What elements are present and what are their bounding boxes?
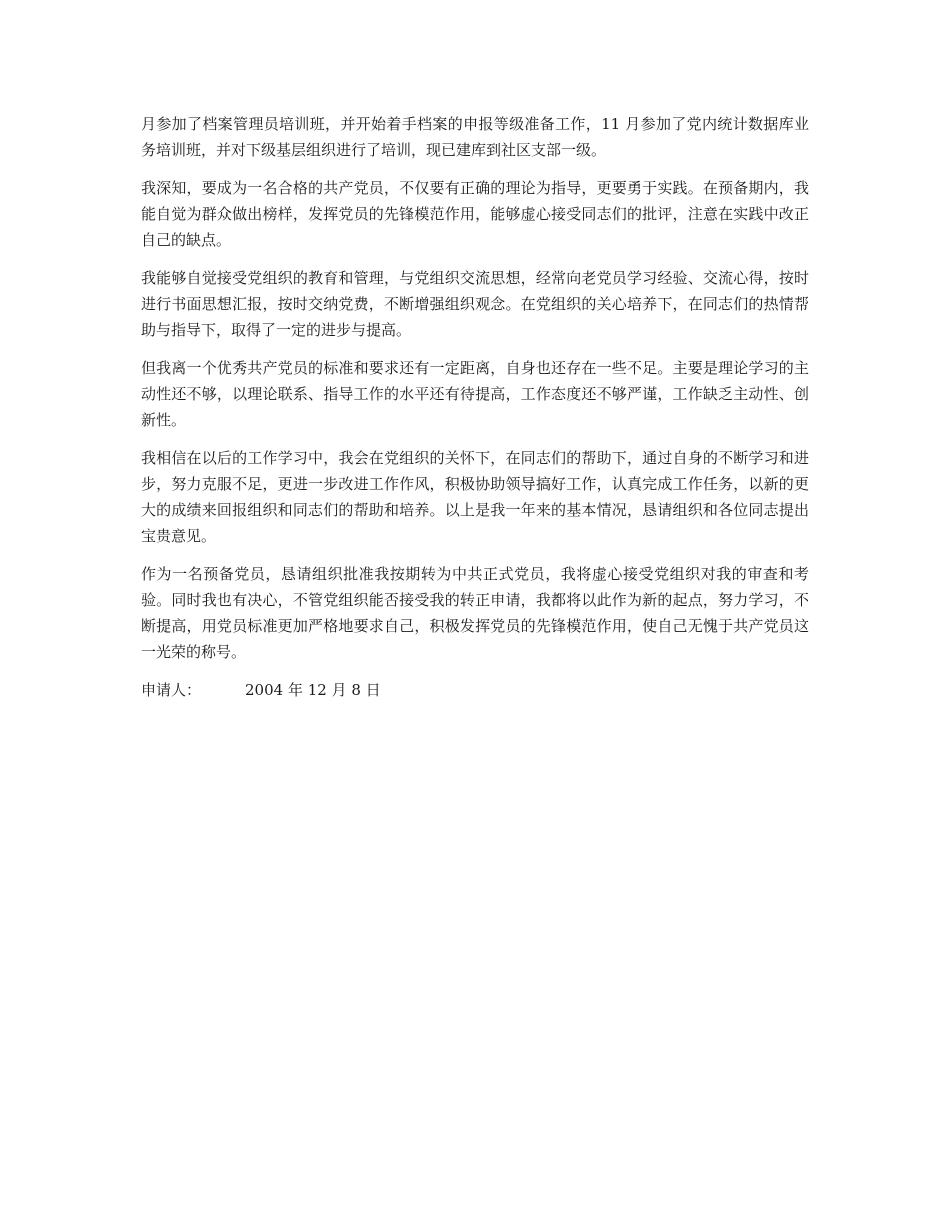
paragraph-3: 我能够自觉接受党组织的教育和管理，与党组织交流思想，经常向老党员学习经验、交流心得，按时进行书面思想汇报，按时交纳党费，不断增强组织观念。在党组织的关心培养下，在同志们的热情帮助与指导下，取得了一定的进步与提高。 (141, 269, 809, 339)
paragraph-2: 我深知，要成为一名合格的共产党员，不仅要有正确的理论为指导，更要勇于实践。在预备期内，我能自觉为群众做出榜样，发挥党员的先锋模范作用，能够虚心接受同志们的批评，注意在实践中改正自己的缺点。 (141, 179, 809, 249)
paragraph-5: 我相信在以后的工作学习中，我会在党组织的关怀下，在同志们的帮助下，通过自身的不断学习和进步，努力克服不足，更进一步改进工作作风，积极协助领导搞好工作，认真完成工作任务，以新的更大的成绩来回报组织和同志们的帮助和培养。以上是我一年来的基本情况，恳请组织和各位同志提出宝贵意见。 (141, 449, 809, 545)
applicant-label: 申请人： (141, 681, 202, 699)
paragraph-1: 月参加了档案管理员培训班，并开始着手档案的申报等级准备工作，11 月参加了党内统计数据库业务培训班，并对下级基层组织进行了培训，现已建库到社区支部一级。 (141, 115, 809, 159)
paragraph-4: 但我离一个优秀共产党员的标准和要求还有一定距离，自身也还存在一些不足。主要是理论学习的主动性还不够，以理论联系、指导工作的水平还有待提高，工作态度还不够严谨，工作缺乏主动性、创新性。 (141, 359, 809, 429)
signature-date: 2004 年 12 月 8 日 (245, 681, 381, 699)
document-body (141, 111, 809, 703)
signature-line (141, 677, 809, 703)
paragraph-6: 作为一名预备党员，恳请组织批准我按期转为中共正式党员，我将虚心接受党组织对我的审查和考验。同时我也有决心，不管党组织能否接受我的转正申请，我都将以此作为新的起点，努力学习，不断提高，用党员标准更加严格地要求自己，积极发挥党员的先锋模范作用，使自己无愧于共产党员这一光荣的称号。 (141, 565, 809, 661)
